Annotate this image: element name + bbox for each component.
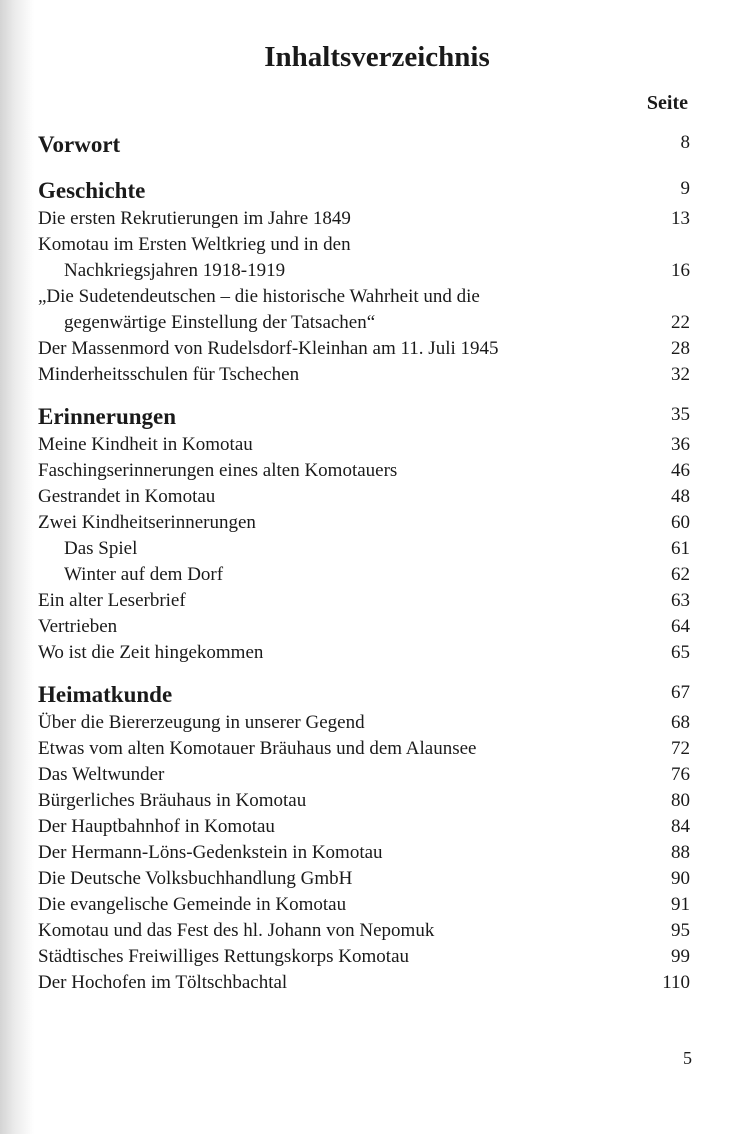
toc-entry-label: Winter auf dem Dorf bbox=[64, 564, 224, 585]
toc-page-number: 61 bbox=[671, 538, 690, 559]
toc-entry[interactable] bbox=[38, 866, 690, 892]
toc-entry-label: Das Weltwunder bbox=[38, 764, 165, 785]
toc-entry[interactable] bbox=[38, 840, 690, 866]
toc-page-number: 64 bbox=[671, 616, 690, 637]
toc-subentry[interactable] bbox=[38, 536, 690, 562]
toc-entry-label: Zwei Kindheitserinnerungen bbox=[38, 512, 256, 533]
toc-subentry[interactable] bbox=[38, 562, 690, 588]
toc-entry[interactable] bbox=[38, 484, 690, 510]
toc-page-number: 22 bbox=[671, 312, 690, 333]
toc-page-number: 80 bbox=[671, 790, 690, 811]
toc-section-geschichte[interactable] bbox=[38, 176, 690, 206]
toc-entry[interactable] bbox=[38, 588, 690, 614]
toc-page-number: 76 bbox=[671, 764, 690, 785]
toc-entry[interactable] bbox=[38, 614, 690, 640]
page-title: Inhaltsverzeichnis bbox=[264, 41, 490, 73]
toc-entry-label: Vertrieben bbox=[38, 616, 118, 637]
toc-entry-label: Faschingserinnerungen eines alten Komotauers bbox=[38, 460, 398, 481]
toc-page-number: 67 bbox=[671, 682, 690, 703]
toc-page-number: 48 bbox=[671, 486, 690, 507]
toc-entry-label: Der Hochofen im Töltschbachtal bbox=[38, 972, 288, 993]
toc-page-number: 8 bbox=[680, 132, 690, 153]
toc-entry-label: Der Hermann-Löns-Gedenkstein in Komotau bbox=[38, 842, 383, 863]
toc-entry[interactable] bbox=[38, 892, 690, 918]
toc-page-number: 9 bbox=[680, 178, 690, 199]
toc-entry-label: Über die Biererzeugung in unserer Gegend bbox=[38, 712, 365, 733]
toc-entry[interactable] bbox=[38, 336, 690, 362]
toc-page-number: 91 bbox=[671, 894, 690, 915]
table-of-contents bbox=[38, 130, 690, 996]
toc-entry-label-line1: „Die Sudetendeutschen – die historische Wahrheit und die bbox=[38, 286, 480, 307]
toc-entry-label-line1: Komotau im Ersten Weltkrieg und in den bbox=[38, 234, 351, 255]
toc-entry[interactable] bbox=[38, 970, 690, 996]
toc-entry-label bbox=[38, 232, 690, 284]
toc-entry[interactable] bbox=[38, 206, 690, 232]
toc-page-number: 95 bbox=[671, 920, 690, 941]
toc-entry[interactable] bbox=[38, 814, 690, 840]
toc-section-vorwort[interactable] bbox=[38, 130, 690, 160]
toc-entry-label-line2: Nachkriegsjahren 1918-1919 bbox=[64, 260, 286, 281]
toc-entry[interactable] bbox=[38, 788, 690, 814]
toc-page-number: 32 bbox=[671, 364, 690, 385]
toc-page-number: 60 bbox=[671, 512, 690, 533]
toc-page-number: 90 bbox=[671, 868, 690, 889]
toc-entry-label bbox=[38, 284, 690, 336]
toc-page-number: 110 bbox=[662, 972, 690, 993]
toc-entry[interactable] bbox=[38, 710, 690, 736]
toc-entry-label: Der Hauptbahnhof in Komotau bbox=[38, 816, 275, 837]
toc-section-heimatkunde[interactable] bbox=[38, 680, 690, 710]
toc-entry[interactable] bbox=[38, 736, 690, 762]
toc-entry-label: Etwas vom alten Komotauer Bräuhaus und dem Alaunsee bbox=[38, 738, 477, 759]
toc-entry[interactable] bbox=[38, 432, 690, 458]
toc-section-label: Erinnerungen bbox=[38, 404, 177, 429]
toc-entry[interactable] bbox=[38, 944, 690, 970]
toc-entry-label: Städtisches Freiwilliges Rettungskorps Komotau bbox=[38, 946, 410, 967]
toc-section-label: Heimatkunde bbox=[38, 682, 173, 707]
toc-page-number: 36 bbox=[671, 434, 690, 455]
toc-section-label: Geschichte bbox=[38, 178, 146, 203]
toc-entry-label: Ein alter Leserbrief bbox=[38, 590, 186, 611]
toc-page-number: 28 bbox=[671, 338, 690, 359]
toc-entry-label: Das Spiel bbox=[64, 538, 138, 559]
toc-entry[interactable] bbox=[38, 762, 690, 788]
toc-entry[interactable] bbox=[38, 284, 690, 336]
toc-entry-label: Die ersten Rekrutierungen im Jahre 1849 bbox=[38, 208, 351, 229]
toc-entry-label: Meine Kindheit in Komotau bbox=[38, 434, 253, 455]
toc-entry[interactable] bbox=[38, 510, 690, 536]
toc-entry-label: Die Deutsche Volksbuchhandlung GmbH bbox=[38, 868, 353, 889]
toc-entry-label: Gestrandet in Komotau bbox=[38, 486, 216, 507]
toc-page-number: 88 bbox=[671, 842, 690, 863]
toc-entry-label: Komotau und das Fest des hl. Johann von Nepomuk bbox=[38, 920, 435, 941]
toc-page-number: 62 bbox=[671, 564, 690, 585]
toc-entry[interactable] bbox=[38, 640, 690, 666]
toc-entry[interactable] bbox=[38, 918, 690, 944]
toc-page-number: 46 bbox=[671, 460, 690, 481]
toc-page-number: 99 bbox=[671, 946, 690, 967]
toc-page-number: 63 bbox=[671, 590, 690, 611]
toc-page-number: 84 bbox=[671, 816, 690, 837]
toc-page-number: 65 bbox=[671, 642, 690, 663]
toc-page-number: 16 bbox=[671, 260, 690, 281]
toc-section-erinnerungen[interactable] bbox=[38, 402, 690, 432]
toc-section-label: Vorwort bbox=[38, 132, 121, 157]
toc-page-number: 72 bbox=[671, 738, 690, 759]
toc-entry[interactable] bbox=[38, 458, 690, 484]
toc-entry-label: Bürgerliches Bräuhaus in Komotau bbox=[38, 790, 307, 811]
toc-page-number: 13 bbox=[671, 208, 690, 229]
toc-page-number: 68 bbox=[671, 712, 690, 733]
toc-entry-label: Wo ist die Zeit hingekommen bbox=[38, 642, 264, 663]
toc-entry[interactable] bbox=[38, 232, 690, 284]
toc-page-number: 35 bbox=[671, 404, 690, 425]
toc-entry-label: Der Massenmord von Rudelsdorf-Kleinhan am 11. Juli 1945 bbox=[38, 338, 499, 359]
toc-entry-label-line2: gegenwärtige Einstellung der Tatsachen“ bbox=[64, 312, 376, 333]
toc-entry-label: Die evangelische Gemeinde in Komotau bbox=[38, 894, 347, 915]
footer-page-number: 5 bbox=[683, 1048, 692, 1068]
toc-entry-label: Minderheitsschulen für Tschechen bbox=[38, 364, 300, 385]
page-column-header: Seite bbox=[646, 92, 688, 114]
toc-entry[interactable] bbox=[38, 362, 690, 388]
page-binding-shadow bbox=[0, 0, 34, 1134]
